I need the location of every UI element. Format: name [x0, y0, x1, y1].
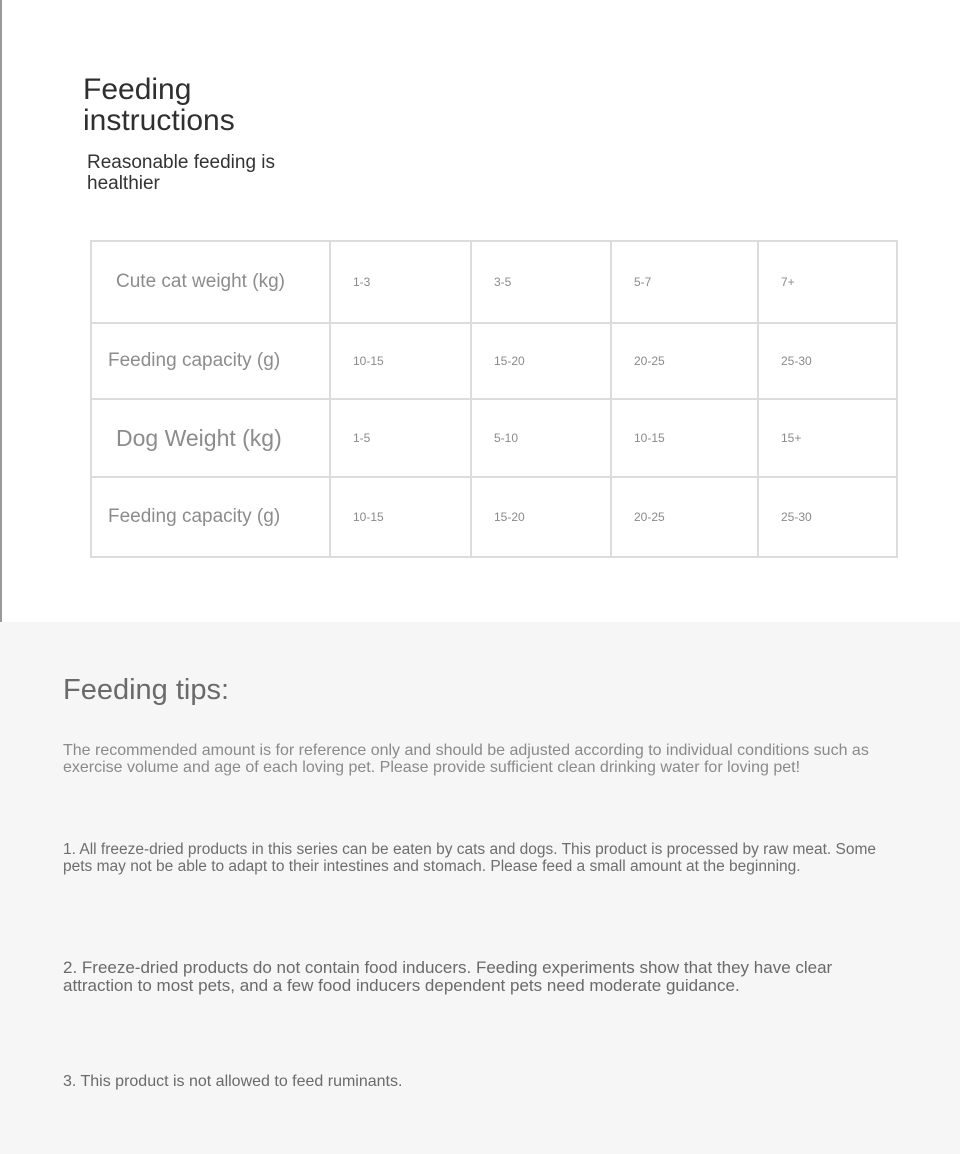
table-cell: 7+: [758, 241, 897, 323]
table-cell: 3-5: [471, 241, 611, 323]
row-label: Dog Weight (kg): [91, 399, 330, 477]
table-cell: 15+: [758, 399, 897, 477]
feeding-table: [90, 240, 898, 558]
table-cell: 15-20: [471, 323, 611, 399]
row-label: Feeding capacity (g): [91, 477, 330, 557]
page-title: Feeding instructions: [83, 73, 235, 137]
row-label: Feeding capacity (g): [91, 323, 330, 399]
table-cell: 10-15: [330, 323, 471, 399]
tips-intro-text: The recommended amount is for reference only and should be adjusted according to individual conditions such as exercise volume and age of each loving pet. Please provide sufficient clean drinking water for loving pet!: [63, 742, 869, 776]
left-border-line: [0, 0, 2, 622]
page-subtitle: Reasonable feeding is healthier: [87, 152, 276, 194]
table-row-dog-weight: [91, 399, 897, 477]
table-cell: 10-15: [330, 477, 471, 557]
table-cell: 25-30: [758, 477, 897, 557]
table-cell: 15-20: [471, 477, 611, 557]
table-row-cat-feeding: [91, 323, 897, 399]
tip-item-1: 1. All freeze-dried products in this series can be eaten by cats and dogs. This product is processed by raw meat. Some pets may not be able to adapt to their intestines and stomach. Please feed a small amount at the beginning.: [63, 841, 877, 875]
table-row-cat-weight: [91, 241, 897, 323]
table-cell: 25-30: [758, 323, 897, 399]
table-cell: 10-15: [611, 399, 758, 477]
tips-heading: Feeding tips:: [63, 674, 230, 706]
tip-item-2: 2. Freeze-dried products do not contain food inducers. Feeding experiments show that they have clear attraction to most pets, and a few food inducers dependent pets need moderate guidance.: [63, 958, 833, 995]
feeding-tips-section: [0, 622, 960, 1154]
table-cell: 20-25: [611, 477, 758, 557]
table-cell: 5-10: [471, 399, 611, 477]
table-cell: 5-7: [611, 241, 758, 323]
table-row-dog-feeding: [91, 477, 897, 557]
table-cell: 1-5: [330, 399, 471, 477]
table-cell: 20-25: [611, 323, 758, 399]
table-cell: 1-3: [330, 241, 471, 323]
row-label: Cute cat weight (kg): [91, 241, 330, 323]
tip-item-3: 3. This product is not allowed to feed ruminants.: [63, 1073, 403, 1090]
